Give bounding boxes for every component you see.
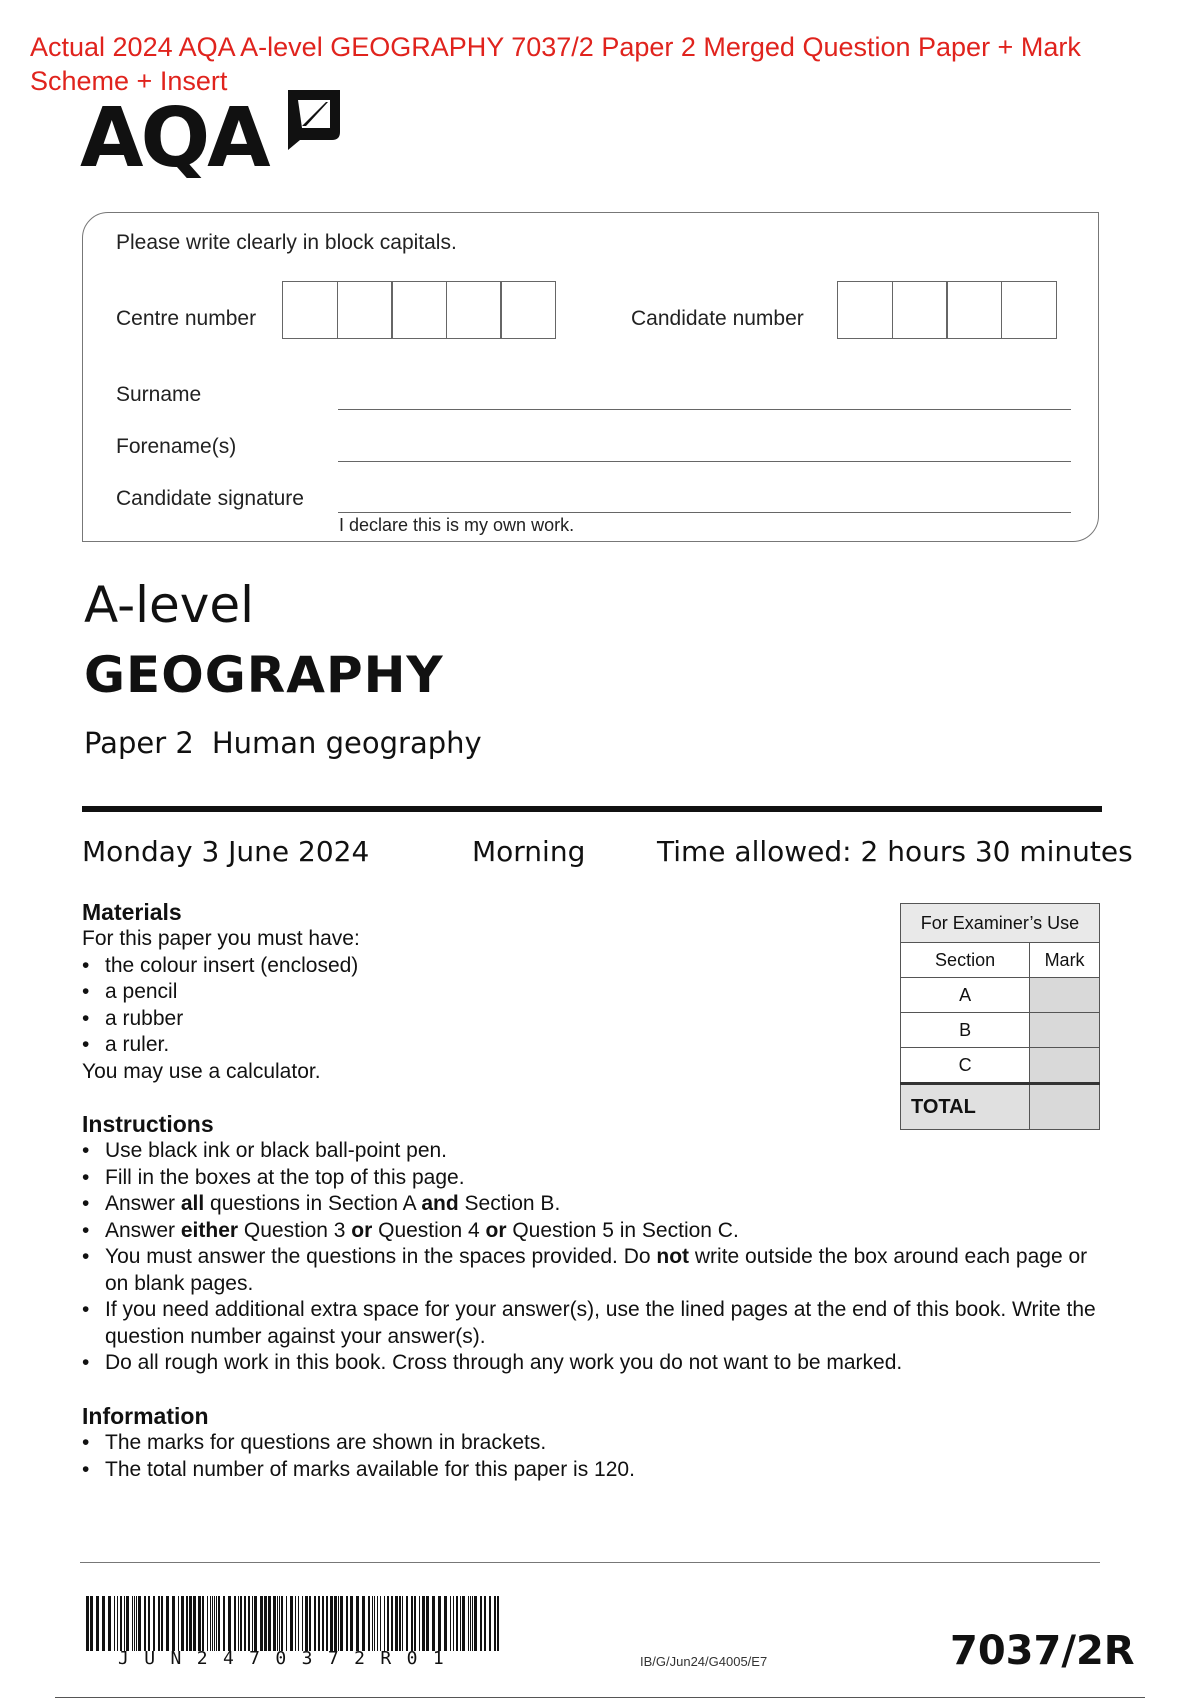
barcode-bar xyxy=(362,1596,365,1651)
barcode-bar xyxy=(254,1596,257,1651)
candidate-number-label: Candidate number xyxy=(631,307,804,330)
centre-number-cell[interactable] xyxy=(337,281,393,339)
total-label: TOTAL xyxy=(901,1084,1030,1130)
instructions-section xyxy=(82,1110,1102,1377)
barcode-bar xyxy=(468,1596,469,1651)
barcode-bar xyxy=(414,1596,416,1651)
barcode-bar xyxy=(302,1596,303,1651)
barcode-bar xyxy=(108,1596,111,1651)
list-item: • a ruler. xyxy=(82,1032,862,1059)
barcode-bar xyxy=(207,1596,208,1651)
barcode-bar xyxy=(472,1596,473,1651)
list-item: • If you need additional extra space for your answer(s), use the lined pages at the end of this book. Write the question number against your answer(s). xyxy=(82,1297,1102,1350)
paper-number: Paper 2 xyxy=(84,726,194,760)
barcode-bar xyxy=(181,1596,184,1651)
surname-line[interactable] xyxy=(338,409,1071,410)
barcode-bar xyxy=(210,1596,211,1651)
candidate-details-box xyxy=(82,212,1099,542)
centre-number-cell[interactable] xyxy=(282,281,338,339)
barcode-bar xyxy=(198,1596,201,1651)
instructions-list xyxy=(82,1138,1102,1377)
surname-label: Surname xyxy=(116,383,202,406)
barcode-bar xyxy=(456,1596,458,1651)
barcode-bar xyxy=(350,1596,353,1651)
paper-code: 7037/2R xyxy=(950,1628,1135,1674)
section-label: A xyxy=(901,978,1030,1013)
information-heading: Information xyxy=(82,1403,209,1429)
paper-title xyxy=(84,725,482,761)
barcode-bar xyxy=(372,1596,373,1651)
title-divider xyxy=(82,806,1102,812)
barcode-bar xyxy=(178,1596,179,1651)
barcode-bar xyxy=(334,1596,337,1651)
barcode-bar xyxy=(426,1596,429,1651)
barcode-bar xyxy=(318,1596,320,1651)
barcode-digits: JUN2470372R01 xyxy=(118,1648,460,1669)
candidate-number-cell[interactable] xyxy=(892,281,948,339)
barcode-bar xyxy=(391,1596,393,1651)
barcode-bar xyxy=(193,1596,196,1651)
barcode-bar xyxy=(484,1596,486,1651)
barcode-bar xyxy=(186,1596,188,1651)
centre-number-cell[interactable] xyxy=(391,281,447,339)
signature-label: Candidate signature xyxy=(116,487,304,510)
list-item: • a rubber xyxy=(82,1006,862,1033)
exam-session: Morning xyxy=(472,835,586,868)
barcode-bar xyxy=(120,1596,122,1651)
barcode-bar xyxy=(340,1596,343,1651)
barcode-bar xyxy=(252,1596,253,1651)
barcode-bar xyxy=(244,1596,246,1651)
barcode-bar xyxy=(295,1596,296,1651)
barcode-bar xyxy=(218,1596,220,1651)
barcode-bar xyxy=(172,1596,175,1651)
materials-list xyxy=(82,953,862,1059)
document-reference: IB/G/Jun24/G4005/E7 xyxy=(640,1654,768,1669)
candidate-number-cell[interactable] xyxy=(946,281,1002,339)
barcode-bar xyxy=(114,1596,115,1651)
barcode-bar xyxy=(411,1596,413,1651)
barcode-bar xyxy=(438,1596,441,1651)
centre-number-boxes xyxy=(282,281,556,339)
barcode-bar xyxy=(489,1596,491,1651)
aqa-flag-icon xyxy=(282,88,342,150)
exam-date: Monday 3 June 2024 xyxy=(82,835,370,868)
barcode-bar xyxy=(453,1596,454,1651)
barcode-bar xyxy=(395,1596,398,1651)
barcode-bar xyxy=(102,1596,105,1651)
barcode-bar xyxy=(402,1596,403,1651)
barcode-bar xyxy=(260,1596,263,1651)
list-item: • Do all rough work in this book. Cross through any work you do not want to be marked. xyxy=(82,1350,1102,1377)
barcode-bar xyxy=(462,1596,465,1651)
list-item: • a pencil xyxy=(82,979,862,1006)
barcode-bar xyxy=(309,1596,311,1651)
centre-number-label: Centre number xyxy=(116,307,257,330)
barcode-bar xyxy=(377,1596,378,1651)
barcode-bar xyxy=(148,1596,150,1651)
information-section xyxy=(82,1402,1102,1483)
barcode-bar xyxy=(202,1596,204,1651)
mark-cell xyxy=(1030,1013,1100,1048)
materials-heading: Materials xyxy=(82,899,182,925)
barcode-bar xyxy=(117,1596,118,1651)
barcode-bar xyxy=(380,1596,381,1651)
barcode-bar xyxy=(286,1596,287,1651)
barcode-bar xyxy=(368,1596,370,1651)
barcode-bar xyxy=(90,1596,93,1651)
candidate-number-cell[interactable] xyxy=(1001,281,1057,339)
barcode-bar xyxy=(234,1596,236,1651)
forename-line[interactable] xyxy=(338,461,1071,462)
barcode-bar xyxy=(248,1596,250,1651)
footer-divider xyxy=(80,1562,1100,1563)
barcode-bar xyxy=(387,1596,389,1651)
barcode-bar xyxy=(422,1596,425,1651)
list-item: • Answer all questions in Section A and Section B. xyxy=(82,1191,1102,1218)
barcode-bar xyxy=(264,1596,267,1651)
block-capitals-instruction: Please write clearly in block capitals. xyxy=(116,231,457,254)
barcode-bar xyxy=(305,1596,308,1651)
candidate-number-boxes xyxy=(837,281,1057,339)
information-list xyxy=(82,1430,1102,1483)
list-item: • Fill in the boxes at the top of this page. xyxy=(82,1165,1102,1192)
materials-intro: For this paper you must have: xyxy=(82,927,360,950)
time-allowed: Time allowed: 2 hours 30 minutes xyxy=(657,835,1133,868)
list-item: • Answer either Question 3 or Question 4 or Question 5 in Section C. xyxy=(82,1218,1102,1245)
barcode-bar xyxy=(480,1596,482,1651)
examiners-use-table xyxy=(900,903,1100,1130)
page-bottom-rule xyxy=(55,1697,1145,1698)
barcode-bar xyxy=(214,1596,215,1651)
mark-cell xyxy=(1030,978,1100,1013)
barcode-bar xyxy=(450,1596,451,1651)
barcode-bar xyxy=(86,1596,89,1651)
barcode-bar xyxy=(356,1596,359,1651)
barcode-bar xyxy=(166,1596,169,1651)
list-item: • the colour insert (enclosed) xyxy=(82,953,862,980)
paper-name: Human geography xyxy=(211,726,482,760)
barcode-bar xyxy=(444,1596,447,1651)
qualification-title: A-level xyxy=(84,576,255,634)
document-banner: Actual 2024 AQA A-level GEOGRAPHY 7037/2 Paper 2 Merged Question Paper + Mark Scheme + Insert xyxy=(30,32,1081,96)
barcode-bar xyxy=(189,1596,192,1651)
barcode-bar xyxy=(138,1596,141,1651)
section-label: B xyxy=(901,1013,1030,1048)
barcode-bar xyxy=(96,1596,99,1651)
logo-text: AQA xyxy=(80,91,268,186)
aqa-logo xyxy=(80,88,350,188)
barcode-bar xyxy=(216,1596,217,1651)
barcode-bar xyxy=(153,1596,155,1651)
barcode-bar xyxy=(298,1596,299,1651)
barcode-bar xyxy=(144,1596,146,1651)
barcode-bar xyxy=(277,1596,278,1651)
barcode xyxy=(86,1596,500,1651)
barcode-bar xyxy=(268,1596,271,1651)
centre-number-cell[interactable] xyxy=(500,281,556,339)
barcode-bar xyxy=(470,1596,471,1651)
section-label: C xyxy=(901,1048,1030,1084)
barcode-bar xyxy=(330,1596,333,1651)
section-column-header: Section xyxy=(901,943,1030,978)
subject-title: GEOGRAPHY xyxy=(84,646,444,704)
barcode-bar xyxy=(322,1596,324,1651)
forename-label: Forename(s) xyxy=(116,435,237,458)
list-item: • The total number of marks available for this paper is 120. xyxy=(82,1457,1102,1484)
barcode-bar xyxy=(124,1596,125,1651)
barcode-bar xyxy=(126,1596,129,1651)
barcode-bar xyxy=(326,1596,328,1651)
barcode-bar xyxy=(134,1596,135,1651)
barcode-bar xyxy=(212,1596,213,1651)
list-item: • The marks for questions are shown in brackets. xyxy=(82,1430,1102,1457)
barcode-bar xyxy=(161,1596,163,1651)
barcode-bar xyxy=(338,1596,339,1651)
barcode-bar xyxy=(314,1596,316,1651)
barcode-bar xyxy=(132,1596,133,1651)
instructions-heading: Instructions xyxy=(82,1111,214,1137)
barcode-bar xyxy=(406,1596,408,1651)
mark-cell xyxy=(1030,1048,1100,1084)
examiners-use-title: For Examiner’s Use xyxy=(901,904,1100,943)
barcode-bar xyxy=(228,1596,231,1651)
barcode-bar xyxy=(273,1596,276,1651)
signature-line[interactable] xyxy=(338,512,1071,513)
centre-number-cell[interactable] xyxy=(446,281,502,339)
barcode-bar xyxy=(419,1596,420,1651)
barcode-bar xyxy=(399,1596,401,1651)
calculator-note: You may use a calculator. xyxy=(82,1059,321,1083)
list-item: • You must answer the questions in the spaces provided. Do not write outside the box around each page or on blank pages. xyxy=(82,1244,1102,1297)
barcode-bar xyxy=(460,1596,461,1651)
materials-section xyxy=(82,898,862,1085)
barcode-bar xyxy=(238,1596,239,1651)
barcode-bar xyxy=(384,1596,385,1651)
barcode-bar xyxy=(240,1596,242,1651)
mark-column-header: Mark xyxy=(1030,943,1100,978)
barcode-bar xyxy=(281,1596,283,1651)
list-item: • Use black ink or black ball-point pen. xyxy=(82,1138,1102,1165)
barcode-bar xyxy=(494,1596,496,1651)
barcode-bar xyxy=(279,1596,280,1651)
barcode-bar xyxy=(158,1596,160,1651)
barcode-bar xyxy=(290,1596,293,1651)
barcode-bar xyxy=(223,1596,225,1651)
declaration-text: I declare this is my own work. xyxy=(339,515,575,535)
barcode-bar xyxy=(497,1596,499,1651)
barcode-bar xyxy=(136,1596,137,1651)
barcode-bar xyxy=(432,1596,435,1651)
barcode-bar xyxy=(474,1596,477,1651)
barcode-bar xyxy=(374,1596,375,1651)
barcode-bar xyxy=(346,1596,348,1651)
candidate-number-cell[interactable] xyxy=(837,281,893,339)
